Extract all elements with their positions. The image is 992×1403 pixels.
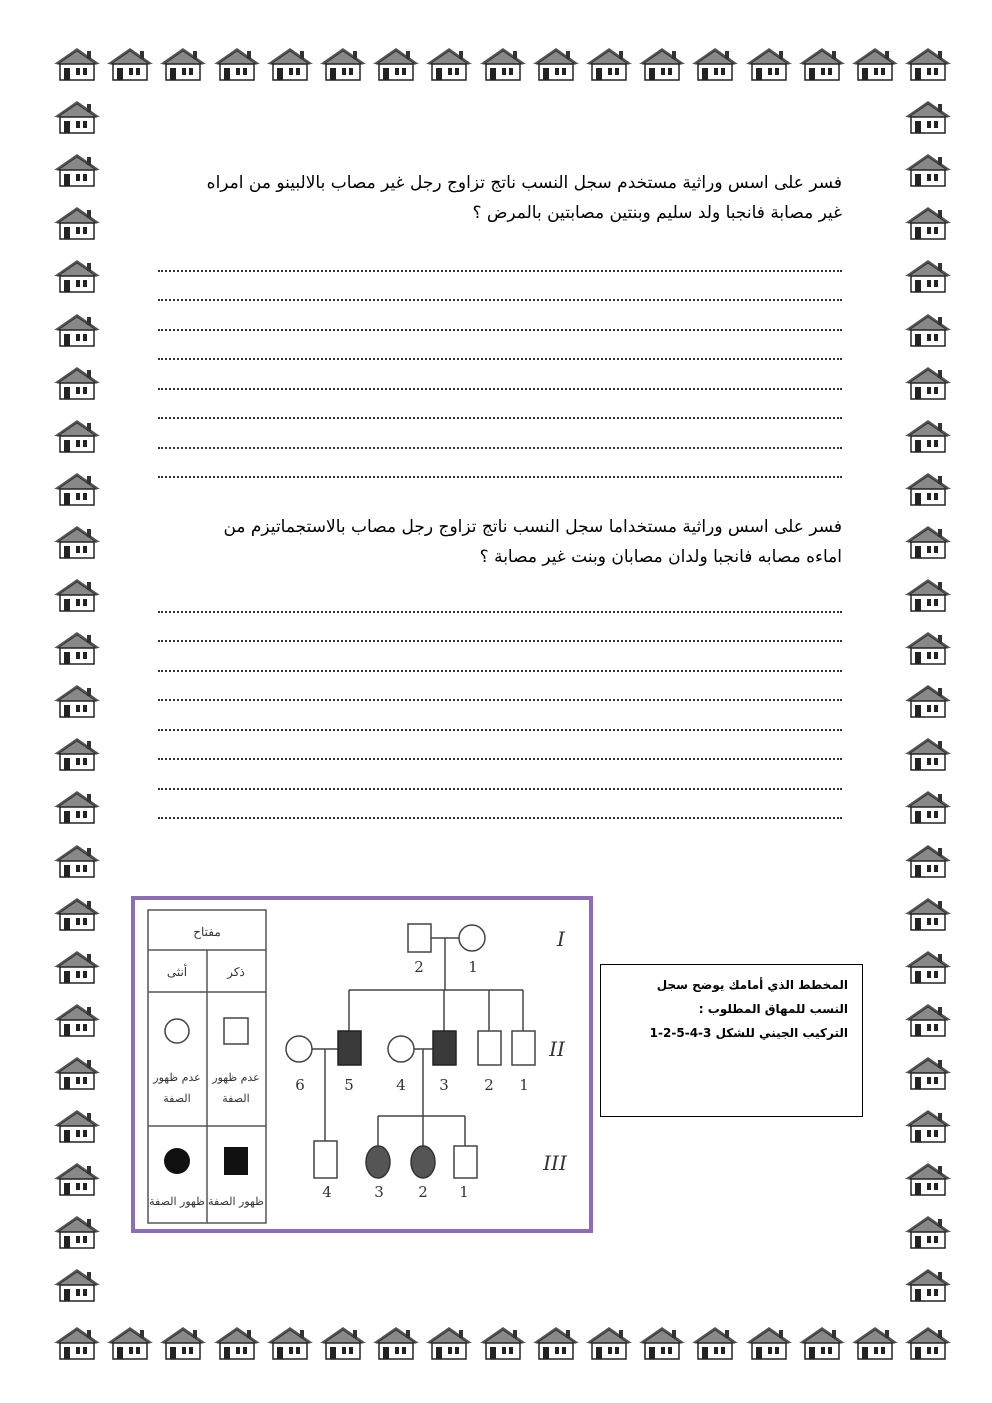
house-icon <box>52 789 102 825</box>
house-icon <box>52 1002 102 1038</box>
house-icon <box>637 1325 687 1361</box>
house-icon <box>52 1267 102 1303</box>
question-2-line-2: اماءه مصابه فانجبا ولدان مصابان وبنت غير مصابة ؟ <box>479 547 842 567</box>
pedigree-female-affected <box>411 1146 435 1178</box>
pedigree-diagram <box>135 900 589 1229</box>
house-icon <box>531 1325 581 1361</box>
house-icon <box>52 524 102 560</box>
house-icon <box>52 630 102 666</box>
key-affected-male <box>224 1147 248 1175</box>
house-icon <box>744 46 794 82</box>
question-1 <box>150 168 842 228</box>
pedigree-female-normal <box>286 1036 312 1062</box>
house-icon <box>371 1325 421 1361</box>
answer-line[interactable] <box>158 638 842 642</box>
house-icon <box>903 896 953 932</box>
question-1-line-2: غير مصابة فانجبا ولد سليم وبنتين مصابتين بالمرض ؟ <box>472 203 842 223</box>
individual-number: 4 <box>396 1076 406 1094</box>
individual-number: 3 <box>374 1183 384 1201</box>
house-icon <box>531 46 581 82</box>
house-icon <box>903 152 953 188</box>
generation-label: II <box>549 1037 565 1061</box>
house-icon <box>903 1161 953 1197</box>
house-icon <box>52 949 102 985</box>
house-icon <box>52 46 102 82</box>
house-icon <box>52 312 102 348</box>
house-icon <box>903 789 953 825</box>
normal-female-label: عدم ظهور <box>153 1071 201 1084</box>
house-icon <box>903 99 953 135</box>
answer-line[interactable] <box>158 697 842 701</box>
house-icon <box>52 683 102 719</box>
house-icon <box>903 312 953 348</box>
house-icon <box>158 1325 208 1361</box>
key-affected-female <box>164 1148 190 1174</box>
house-icon <box>903 205 953 241</box>
house-icon <box>903 736 953 772</box>
pedigree-male-normal <box>408 924 431 952</box>
question-2 <box>150 512 842 572</box>
individual-number: 2 <box>418 1183 428 1201</box>
house-icon <box>903 949 953 985</box>
answer-line[interactable] <box>158 268 842 272</box>
pedigree-figure <box>131 896 593 1233</box>
generation-label: III <box>543 1151 567 1175</box>
house-icon <box>478 46 528 82</box>
answer-line[interactable] <box>158 327 842 331</box>
answer-line[interactable] <box>158 727 842 731</box>
house-icon <box>52 258 102 294</box>
answer-line[interactable] <box>158 297 842 301</box>
house-icon <box>903 258 953 294</box>
house-icon <box>52 577 102 613</box>
answer-line[interactable] <box>158 415 842 419</box>
house-icon <box>52 1108 102 1144</box>
answer-line[interactable] <box>158 356 842 360</box>
house-icon <box>52 1214 102 1250</box>
instruction-line-2: النسب للمهاق المطلوب : <box>698 1002 848 1016</box>
normal-female-label: الصفة <box>163 1092 191 1105</box>
individual-number: 1 <box>519 1076 529 1094</box>
individual-number: 6 <box>295 1076 305 1094</box>
house-icon <box>52 471 102 507</box>
individual-number: 3 <box>439 1076 449 1094</box>
house-icon <box>797 46 847 82</box>
normal-male-label: عدم ظهور <box>212 1071 260 1084</box>
house-icon <box>903 46 953 82</box>
house-icon <box>52 205 102 241</box>
individual-number: 1 <box>468 958 478 976</box>
house-icon <box>52 736 102 772</box>
house-icon <box>105 1325 155 1361</box>
house-icon <box>690 46 740 82</box>
house-icon <box>371 46 421 82</box>
key-normal-female <box>165 1019 189 1043</box>
answer-line[interactable] <box>158 474 842 478</box>
instruction-box <box>600 964 863 1117</box>
house-icon <box>52 896 102 932</box>
house-icon <box>903 1214 953 1250</box>
house-icon <box>584 46 634 82</box>
answer-line[interactable] <box>158 386 842 390</box>
answer-line[interactable] <box>158 445 842 449</box>
pedigree-female-affected <box>366 1146 390 1178</box>
affected-male-label: ظهور الصفة <box>208 1195 264 1208</box>
key-title: مفتاح <box>193 925 221 939</box>
house-icon <box>52 99 102 135</box>
answer-line[interactable] <box>158 668 842 672</box>
individual-number: 2 <box>414 958 424 976</box>
generation-label: I <box>557 927 565 951</box>
house-icon <box>318 46 368 82</box>
house-icon <box>52 1161 102 1197</box>
female-header: أنثى <box>166 965 188 979</box>
answer-line[interactable] <box>158 815 842 819</box>
pedigree-female-normal <box>388 1036 414 1062</box>
house-icon <box>584 1325 634 1361</box>
instruction-line-3: التركيب الجيني للشكل 3-4-5-2-1 <box>649 1026 848 1040</box>
pedigree-male-normal <box>314 1141 337 1178</box>
house-icon <box>52 152 102 188</box>
individual-number: 5 <box>344 1076 354 1094</box>
house-icon <box>797 1325 847 1361</box>
house-icon <box>52 1325 102 1361</box>
answer-line[interactable] <box>158 756 842 760</box>
house-icon <box>212 1325 262 1361</box>
house-icon <box>52 1055 102 1091</box>
question-1-line-1: فسر على اسس وراثية مستخدم سجل النسب ناتج تزاوج رجل غير مصاب بالالبينو من امراه <box>206 173 842 193</box>
individual-number: 2 <box>484 1076 494 1094</box>
house-icon <box>850 1325 900 1361</box>
house-icon <box>265 46 315 82</box>
key-table <box>148 910 266 1223</box>
house-icon <box>744 1325 794 1361</box>
house-icon <box>903 630 953 666</box>
pedigree-male-affected <box>433 1031 456 1065</box>
house-icon <box>903 577 953 613</box>
pedigree-male-normal <box>454 1146 477 1178</box>
key-normal-male <box>224 1018 248 1044</box>
house-icon <box>903 471 953 507</box>
house-icon <box>903 1002 953 1038</box>
house-icon <box>158 46 208 82</box>
question-2-line-1: فسر على اسس وراثية مستخداما سجل النسب ناتج تزاوج رجل مصاب بالاستجماتيزم من <box>223 517 842 537</box>
house-icon <box>690 1325 740 1361</box>
male-header: ذكر <box>227 965 245 979</box>
house-icon <box>903 683 953 719</box>
individual-number: 1 <box>459 1183 469 1201</box>
affected-female-label: ظهور الصفة <box>149 1195 205 1208</box>
house-icon <box>265 1325 315 1361</box>
house-icon <box>903 1108 953 1144</box>
house-icon <box>903 524 953 560</box>
house-icon <box>903 1055 953 1091</box>
house-icon <box>850 46 900 82</box>
house-icon <box>318 1325 368 1361</box>
house-icon <box>903 418 953 454</box>
pedigree-male-affected <box>338 1031 361 1065</box>
house-icon <box>903 365 953 401</box>
house-icon <box>52 843 102 879</box>
house-icon <box>424 1325 474 1361</box>
answer-line[interactable] <box>158 786 842 790</box>
house-icon <box>903 1325 953 1361</box>
normal-male-label: الصفة <box>222 1092 250 1105</box>
instruction-line-1: المخطط الذي أمامك يوضح سجل <box>656 978 848 992</box>
house-icon <box>212 46 262 82</box>
house-icon <box>424 46 474 82</box>
pedigree-male-normal <box>512 1031 535 1065</box>
house-icon <box>105 46 155 82</box>
individual-number: 4 <box>322 1183 332 1201</box>
house-icon <box>903 843 953 879</box>
pedigree-male-normal <box>478 1031 501 1065</box>
answer-line[interactable] <box>158 609 842 613</box>
house-icon <box>478 1325 528 1361</box>
house-icon <box>903 1267 953 1303</box>
house-icon <box>637 46 687 82</box>
pedigree-female-normal <box>459 925 485 951</box>
house-icon <box>52 365 102 401</box>
house-icon <box>52 418 102 454</box>
